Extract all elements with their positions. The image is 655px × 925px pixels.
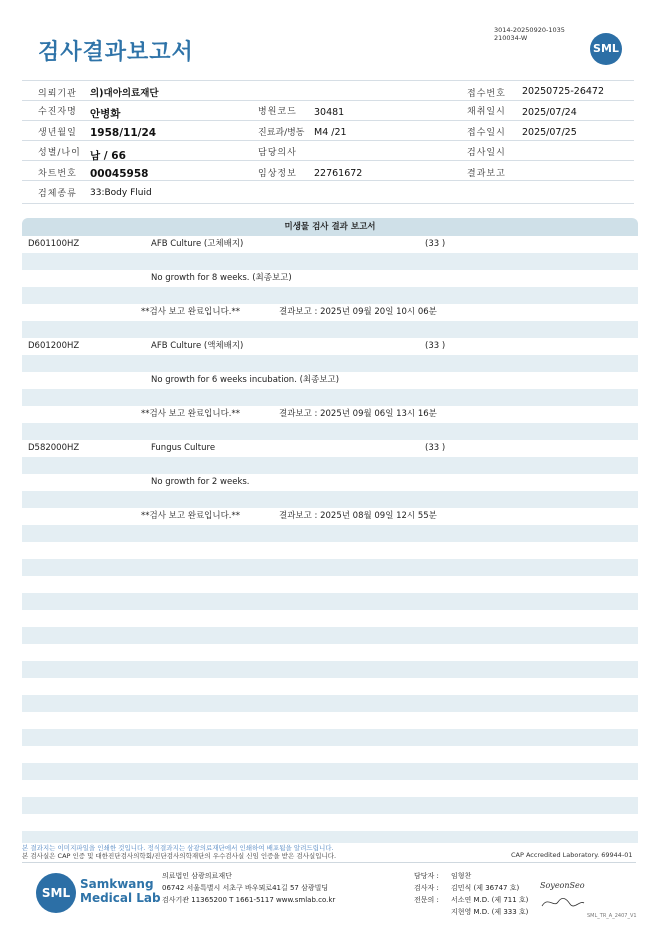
document-id bbox=[494, 26, 565, 42]
table-row bbox=[22, 763, 638, 780]
table-row bbox=[22, 338, 638, 355]
doctor-label: 담당의사 bbox=[258, 148, 297, 158]
divider bbox=[22, 862, 636, 863]
specialist-label: 전문의 : bbox=[414, 896, 439, 904]
requester-value: 의)대아의료재단 bbox=[90, 88, 159, 99]
receipt-date-label: 접수일시 bbox=[467, 128, 506, 138]
patient-label: 수진자명 bbox=[38, 107, 77, 117]
report-time: 결과보고 : 2025년 08월 09일 12시 55분 bbox=[279, 511, 437, 521]
brand-name bbox=[80, 877, 161, 905]
form-code: SML_TR_A_2407_V1 bbox=[587, 913, 637, 919]
table-row bbox=[22, 525, 638, 542]
birth-label: 생년월일 bbox=[38, 128, 77, 138]
divider bbox=[22, 180, 634, 181]
sml-logo: SML bbox=[590, 33, 622, 65]
report-complete: **검사 보고 완료입니다.** bbox=[141, 409, 241, 419]
staff-value: 임형찬 bbox=[451, 872, 472, 880]
chart-value: 00045958 bbox=[90, 168, 149, 180]
table-row bbox=[22, 559, 638, 576]
clinical-label: 임상정보 bbox=[258, 169, 297, 179]
brand-line1: Samkwang bbox=[80, 877, 154, 891]
specialist-value-2: 지현영 M.D. (제 333 호) bbox=[451, 908, 529, 916]
tester-label: 검사자 : bbox=[414, 884, 439, 892]
test-result: No growth for 8 weeks. (최종보고) bbox=[151, 273, 292, 283]
table-row bbox=[22, 253, 638, 270]
test-name: AFB Culture (액체배지) bbox=[151, 341, 244, 351]
table-row bbox=[22, 236, 638, 253]
signature: SoyeonSeo bbox=[540, 881, 585, 890]
org-address: 06742 서울특별시 서초구 바우뫼로41길 57 삼광빌딩 bbox=[162, 884, 329, 892]
table-row bbox=[22, 831, 638, 843]
report-complete: **검사 보고 완료입니다.** bbox=[141, 307, 241, 317]
table-row bbox=[22, 389, 638, 406]
birth-value: 1958/11/24 bbox=[90, 127, 157, 139]
table-row bbox=[22, 440, 638, 457]
table-row bbox=[22, 661, 638, 678]
specimen-value: 33:Body Fluid bbox=[90, 188, 152, 198]
table-row bbox=[22, 729, 638, 746]
org-contact: 검사기관 11365200 T 1661-5117 www.smlab.co.kr bbox=[162, 896, 336, 904]
hospital-code-value: 30481 bbox=[314, 107, 345, 118]
specimen-no: (33 ) bbox=[425, 239, 446, 249]
table-heading: 미생물 검사 결과 보고서 bbox=[22, 218, 638, 236]
divider bbox=[22, 100, 634, 101]
hospital-code-label: 병원코드 bbox=[258, 107, 297, 117]
receipt-date-value: 2025/07/25 bbox=[522, 127, 577, 138]
sml-footer-logo: SML bbox=[36, 873, 76, 913]
test-code: D601200HZ bbox=[28, 341, 80, 351]
divider bbox=[22, 203, 634, 204]
receipt-no-label: 접수번호 bbox=[467, 89, 506, 99]
divider bbox=[22, 140, 634, 141]
tester-value: 김민식 (제 36747 호) bbox=[451, 884, 520, 892]
page-title: 검사결과보고서 bbox=[38, 40, 194, 65]
chart-label: 차트번호 bbox=[38, 169, 77, 179]
specimen-no: (33 ) bbox=[425, 443, 446, 453]
signature-scribble bbox=[540, 894, 586, 910]
brand-line2: Medical Lab bbox=[80, 891, 161, 905]
table-row bbox=[22, 797, 638, 814]
collect-date-value: 2025/07/24 bbox=[522, 107, 577, 118]
table-row bbox=[22, 695, 638, 712]
document-id-line1: 3014-20250920-1035 bbox=[494, 26, 565, 34]
table-row bbox=[22, 406, 638, 423]
table-row bbox=[22, 355, 638, 372]
org-info bbox=[162, 870, 335, 906]
staff-values bbox=[451, 870, 528, 918]
table-row bbox=[22, 491, 638, 508]
collect-date-label: 채취일시 bbox=[467, 107, 506, 117]
org-name: 의료법인 삼광의료재단 bbox=[162, 872, 232, 880]
table-row bbox=[22, 287, 638, 304]
print-notice: 본 결과지는 이미지파일을 인쇄한 것입니다. 정식결과지는 삼광의료재단에서 인쇄하여 배포됨을 알려드립니다. bbox=[22, 844, 334, 852]
sex-age-value: 남 / 66 bbox=[90, 150, 126, 162]
exam-date-label: 검사일시 bbox=[467, 148, 506, 158]
test-name: Fungus Culture bbox=[151, 443, 216, 453]
table-row bbox=[22, 372, 638, 389]
specialist-value-1: 서소연 M.D. (제 711 호) bbox=[451, 896, 529, 904]
table-row bbox=[22, 304, 638, 321]
requester-label: 의뢰기관 bbox=[38, 89, 77, 99]
clinical-value: 22761672 bbox=[314, 168, 363, 179]
table-row bbox=[22, 457, 638, 474]
table-row bbox=[22, 474, 638, 491]
table-row bbox=[22, 593, 638, 610]
certification-text: 본 검사실은 CAP 인증 및 대한진단검사의학회/진단검사의학재단의 우수검사실 신임 인증을 받은 검사실입니다. bbox=[22, 852, 337, 860]
divider bbox=[22, 80, 634, 81]
dept-label: 진료과/병동 bbox=[258, 128, 305, 138]
specimen-no: (33 ) bbox=[425, 341, 446, 351]
table-row bbox=[22, 627, 638, 644]
patient-value: 안병화 bbox=[90, 108, 121, 120]
report-complete: **검사 보고 완료입니다.** bbox=[141, 511, 241, 521]
test-code: D601100HZ bbox=[28, 239, 80, 249]
table-row bbox=[22, 423, 638, 440]
sex-age-label: 성별/나이 bbox=[38, 148, 81, 158]
staff-labels bbox=[414, 870, 439, 906]
test-name: AFB Culture (고체배지) bbox=[151, 239, 244, 249]
report-time: 결과보고 : 2025년 09월 20일 10시 06분 bbox=[279, 307, 437, 317]
staff-label: 담당자 : bbox=[414, 872, 439, 880]
dept-value: M4 /21 bbox=[314, 127, 347, 138]
result-report-label: 결과보고 bbox=[467, 169, 506, 179]
document-id-line2: 210034-W bbox=[494, 34, 528, 42]
test-code: D582000HZ bbox=[28, 443, 80, 453]
table-row bbox=[22, 270, 638, 287]
report-time: 결과보고 : 2025년 09월 06일 13시 16분 bbox=[279, 409, 437, 419]
table-row bbox=[22, 321, 638, 338]
test-result: No growth for 2 weeks. bbox=[151, 477, 250, 487]
table-row bbox=[22, 508, 638, 525]
specimen-label: 검체종류 bbox=[38, 189, 77, 199]
cap-accreditation: CAP Accredited Laboratory. 69944-01 bbox=[511, 851, 633, 859]
test-result: No growth for 6 weeks incubation. (최종보고) bbox=[151, 375, 340, 385]
receipt-no-value: 20250725-26472 bbox=[522, 86, 605, 97]
